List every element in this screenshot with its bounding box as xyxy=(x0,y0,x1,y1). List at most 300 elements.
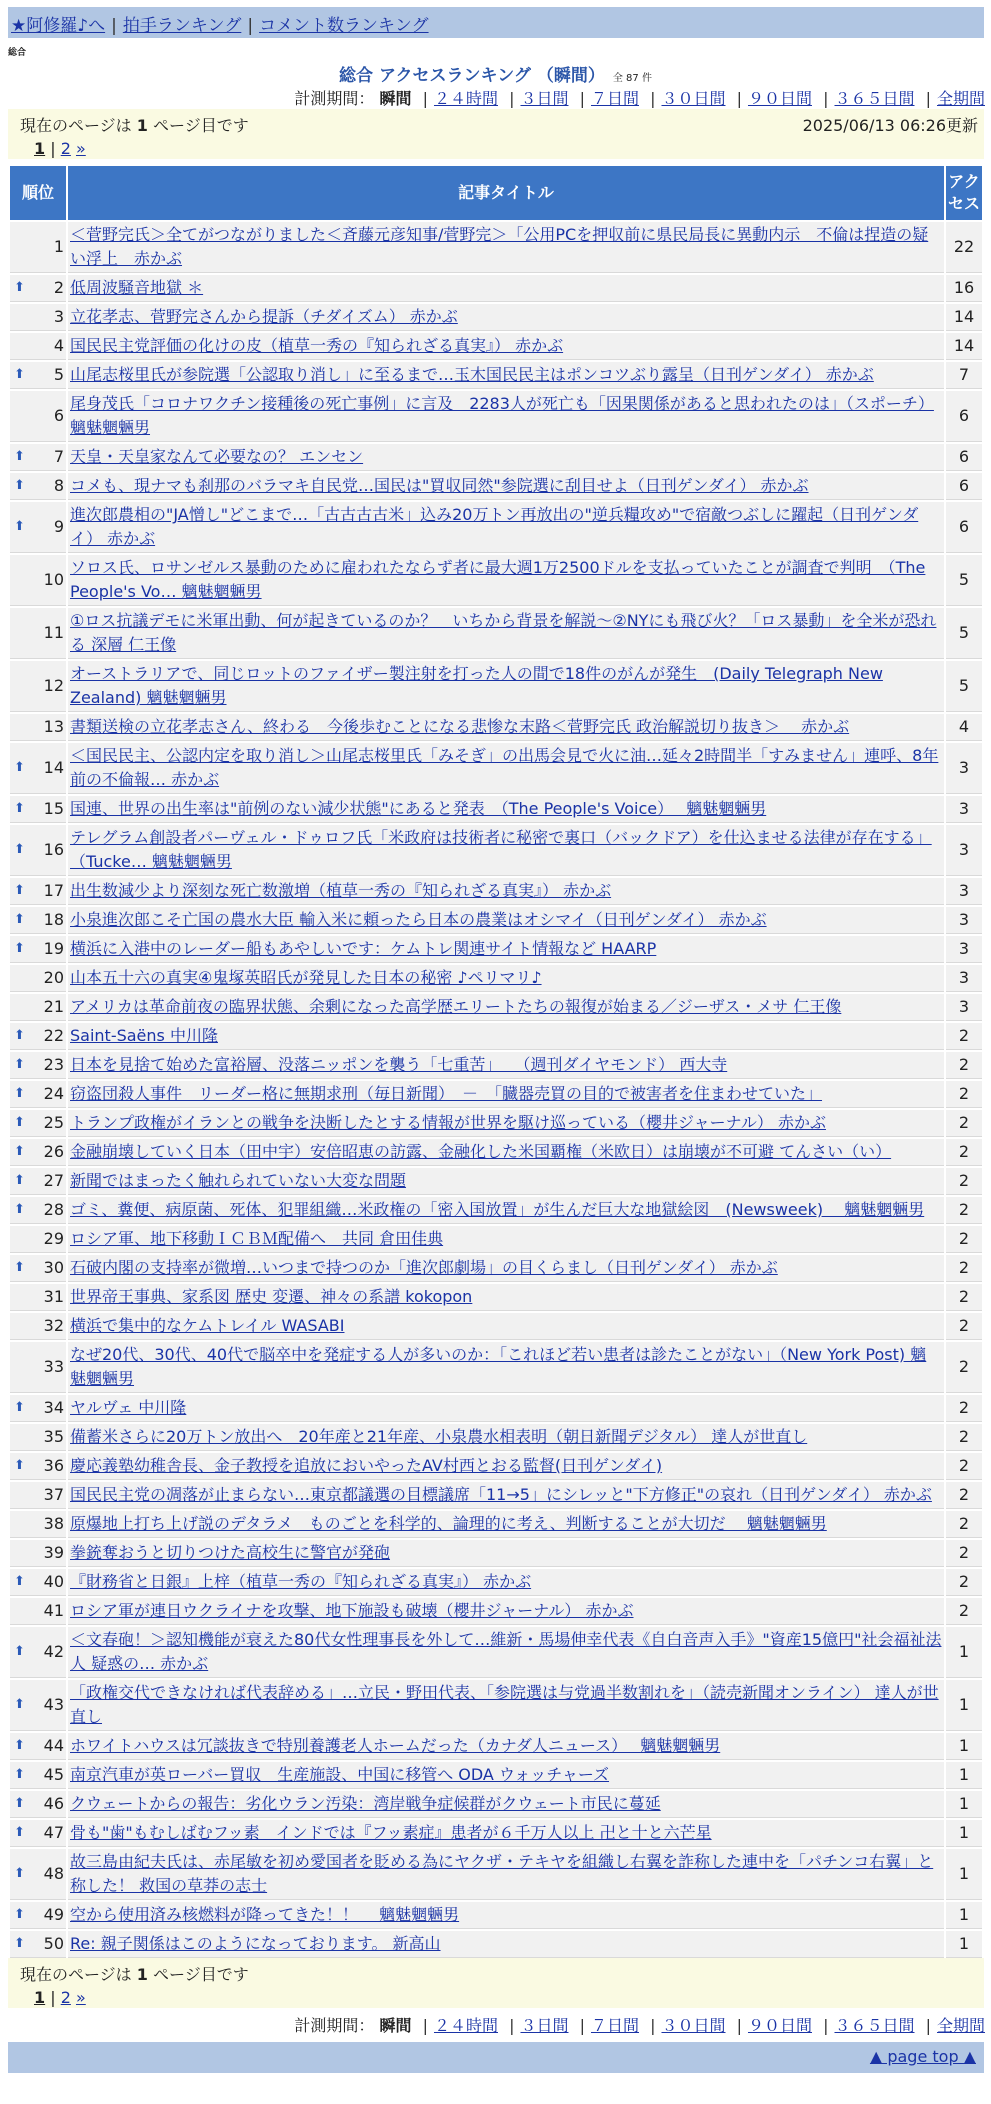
title-cell xyxy=(68,994,944,1021)
access-count: 2 xyxy=(946,1255,982,1282)
period-90d[interactable]: ９０日間 xyxy=(747,89,812,108)
access-count: 3 xyxy=(946,907,982,934)
rank-number: 5 xyxy=(53,365,64,384)
period-7d[interactable]: ７日間 xyxy=(590,2016,639,2035)
rank-number: 20 xyxy=(43,968,64,987)
rank-number: 2 xyxy=(53,278,64,297)
rank-number: 21 xyxy=(43,997,64,1016)
table-row xyxy=(10,1052,982,1079)
access-count: 3 xyxy=(946,994,982,1021)
article-link[interactable]: なぜ20代、30代、40代で脳卒中を発症する人が多いのか：「これほど若い患者は診たことがない」（New York Post) 魑魅魍魎男 xyxy=(70,1345,927,1388)
rank-number: 18 xyxy=(43,910,64,929)
article-link[interactable]: 横浜に入港中のレーダー船もあやしいです：ケムトレ関連サイト情報など HAARP xyxy=(70,939,657,958)
access-count: 2 xyxy=(946,1081,982,1108)
table-row xyxy=(10,1482,982,1509)
period-7d[interactable]: ７日間 xyxy=(590,89,639,108)
article-link[interactable]: 横浜で集中的なケムトレイル WASABI xyxy=(70,1316,345,1335)
access-count: 1 xyxy=(946,1820,982,1847)
rank-cell xyxy=(10,825,66,876)
col-rank: 順位 xyxy=(10,166,66,220)
article-link[interactable]: アメリカは革命前夜の臨界状態、余剰になった高学歴エリートたちの報復が始まる／ジーザス・メサ 仁王像 xyxy=(70,997,842,1016)
access-count: 22 xyxy=(946,222,982,273)
title-cell xyxy=(68,1733,944,1760)
title-cell xyxy=(68,714,944,741)
table-row xyxy=(10,1197,982,1224)
period-365d[interactable]: ３６５日間 xyxy=(834,89,915,108)
arrow-up-icon: ⬆ xyxy=(14,1115,25,1130)
period-3d[interactable]: ３日間 xyxy=(520,2016,569,2035)
pager-page-2[interactable]: 2 xyxy=(60,1988,71,2007)
rank-cell xyxy=(10,1627,66,1678)
rank-cell xyxy=(10,1395,66,1422)
period-30d[interactable]: ３０日間 xyxy=(661,2016,726,2035)
rank-number: 10 xyxy=(43,570,64,589)
access-count: 2 xyxy=(946,1540,982,1567)
title-cell xyxy=(68,222,944,273)
title-cell xyxy=(68,1023,944,1050)
rank-cell xyxy=(10,362,66,389)
period-all[interactable]: 全期間 xyxy=(936,89,985,108)
page-info-top xyxy=(8,109,984,159)
rank-cell xyxy=(10,1052,66,1079)
table-row xyxy=(10,1540,982,1567)
arrow-up-icon: ⬆ xyxy=(14,1697,25,1712)
table-row xyxy=(10,1849,982,1900)
article-link[interactable]: 進次郎農相の"JA憎し"どこまで…「古古古古米」込み20万トン再放出の"逆兵糧攻め"で宿敵つぶしに躍起（日刊ゲンダイ） 赤かぶ xyxy=(70,505,919,548)
table-row xyxy=(10,1139,982,1166)
table-row xyxy=(10,222,982,273)
arrow-up-icon: ⬆ xyxy=(14,1173,25,1188)
ranking-title xyxy=(0,61,991,86)
rank-cell xyxy=(10,1820,66,1847)
rank-cell xyxy=(10,1139,66,1166)
article-link[interactable]: 「政権交代できなければ代表辞める」…立民・野田代表、「参院選は与党過半数割れを」（読売新聞オンライン） 達人が世直し xyxy=(70,1683,939,1726)
period-all[interactable]: 全期間 xyxy=(936,2016,985,2035)
article-link[interactable]: 慶応義塾幼稚舎長、金子教授を追放においやったAV村西とおる監督(日刊ゲンダイ) xyxy=(70,1456,663,1475)
period-24h[interactable]: ２４時間 xyxy=(433,2016,498,2035)
period-90d[interactable]: ９０日間 xyxy=(747,2016,812,2035)
rank-cell xyxy=(10,907,66,934)
table-row xyxy=(10,878,982,905)
pager-next[interactable]: » xyxy=(75,1988,86,2007)
article-link[interactable]: 金融崩壊していく日本（田中宇）安倍昭恵の訪露、金融化した米国覇権（米欧日）は崩壊が不可避 てんさい（い） xyxy=(70,1142,892,1161)
nav-separator: | xyxy=(247,16,254,36)
access-count: 5 xyxy=(946,661,982,712)
article-link[interactable]: 山尾志桜里氏が参院選「公認取り消し」に至るまで…玉木国民民主はポンコツぶり露呈（日刊ゲンダイ） 赤かぶ xyxy=(70,365,874,384)
access-count: 6 xyxy=(946,391,982,442)
title-cell xyxy=(68,444,944,471)
access-count: 1 xyxy=(946,1931,982,1958)
pager-next[interactable]: » xyxy=(75,139,86,158)
pager-page-2[interactable]: 2 xyxy=(60,139,71,158)
rank-number: 16 xyxy=(43,840,64,859)
rank-number: 4 xyxy=(53,336,64,355)
table-row xyxy=(10,1226,982,1253)
table-row xyxy=(10,1453,982,1480)
access-count: 5 xyxy=(946,555,982,606)
title-cell xyxy=(68,555,944,606)
rank-cell xyxy=(10,608,66,659)
rank-number: 34 xyxy=(43,1398,64,1417)
article-link[interactable]: 石破内閣の支持率が微増…いつまで持つのか「進次郎劇場」の目くらまし（日刊ゲンダイ） 赤かぶ xyxy=(70,1258,778,1277)
rank-cell xyxy=(10,1902,66,1929)
title-cell xyxy=(68,1902,944,1929)
pager-current: 1 xyxy=(34,139,46,158)
title-cell xyxy=(68,1680,944,1731)
rank-number: 31 xyxy=(43,1287,64,1306)
rank-cell xyxy=(10,1511,66,1538)
pager-current: 1 xyxy=(34,1988,46,2007)
table-row xyxy=(10,1424,982,1451)
access-count: 2 xyxy=(946,1168,982,1195)
access-count: 3 xyxy=(946,743,982,794)
arrow-up-icon: ⬆ xyxy=(14,912,25,927)
table-row xyxy=(10,1110,982,1137)
table-row xyxy=(10,304,982,331)
article-link[interactable]: 尾身茂氏「コロナワクチン接種後の死亡事例」に言及 2283人が死亡も「因果関係があると思われたのは」（スポーチ） 魑魅魍魎男 xyxy=(70,394,934,437)
article-link[interactable]: 小泉進次郎こそ亡国の農水大臣 輸入米に頼ったら日本の農業はオシマイ（日刊ゲンダイ） 赤かぶ xyxy=(70,910,767,929)
pager: 1 | 2 » xyxy=(34,139,86,158)
article-link[interactable]: ソロス氏、ロサンゼルス暴動のために雇われたならず者に最大週1万2500ドルを支払っていたことが調査で判明 （The People's Vo… 魑魅魍魎男 xyxy=(70,558,926,601)
period-365d[interactable]: ３６５日間 xyxy=(834,2016,915,2035)
pager: 1 | 2 » xyxy=(34,1988,86,2007)
rank-cell xyxy=(10,1482,66,1509)
period-selector-bottom: 計測期間： 瞬間 | ２４時間 | ３日間 | ７日間 | ３０日間 | ９０日間 | ３６５日間 | 全期間 xyxy=(294,2016,985,2035)
rank-cell xyxy=(10,444,66,471)
rank-number: 30 xyxy=(43,1258,64,1277)
title-cell xyxy=(68,1081,944,1108)
title-cell xyxy=(68,936,944,963)
rank-cell xyxy=(10,1424,66,1451)
arrow-up-icon: ⬆ xyxy=(14,1260,25,1275)
nav-separator: | xyxy=(111,16,117,36)
article-link[interactable]: 出生数減少より深刻な死亡数激増（植草一秀の『知られざる真実』） 赤かぶ xyxy=(70,881,612,900)
title-cell xyxy=(68,1110,944,1137)
access-count: 2 xyxy=(946,1197,982,1224)
article-link[interactable]: 低周波騒音地獄 ＊ xyxy=(70,278,204,297)
access-count: 6 xyxy=(946,473,982,500)
rank-number: 6 xyxy=(53,406,64,425)
table-row xyxy=(10,608,982,659)
rank-cell xyxy=(10,1081,66,1108)
period-24h[interactable]: ２４時間 xyxy=(433,89,498,108)
article-link[interactable]: 天皇・天皇家なんて必要なの？ エンセン xyxy=(70,447,364,466)
title-cell xyxy=(68,1762,944,1789)
rank-number: 17 xyxy=(43,881,64,900)
access-count: 2 xyxy=(946,1598,982,1625)
title-cell xyxy=(68,1791,944,1818)
rank-cell xyxy=(10,1023,66,1050)
rank-cell xyxy=(10,555,66,606)
title-cell xyxy=(68,661,944,712)
article-link[interactable]: ヤルヴェ 中川隆 xyxy=(70,1398,187,1417)
access-count: 2 xyxy=(946,1284,982,1311)
table-row xyxy=(10,275,982,302)
article-link[interactable]: コメも、現ナマも刹那のバラマキ自民党…国民は"買収同然"参院選に刮目せよ（日刊ゲンダイ） 赤かぶ xyxy=(70,476,809,495)
rank-number: 42 xyxy=(43,1642,64,1661)
period-3d[interactable]: ３日間 xyxy=(520,89,569,108)
rank-number: 19 xyxy=(43,939,64,958)
arrow-up-icon: ⬆ xyxy=(14,1458,25,1473)
rank-number: 11 xyxy=(43,623,64,642)
table-row xyxy=(10,473,982,500)
rank-number: 24 xyxy=(43,1084,64,1103)
access-count: 2 xyxy=(946,1569,982,1596)
title-cell xyxy=(68,608,944,659)
table-row xyxy=(10,1902,982,1929)
table-row xyxy=(10,1931,982,1958)
rank-number: 45 xyxy=(43,1765,64,1784)
title-cell xyxy=(68,333,944,360)
table-row xyxy=(10,1395,982,1422)
arrow-up-icon: ⬆ xyxy=(14,519,25,534)
arrow-up-icon: ⬆ xyxy=(14,1936,25,1951)
access-count: 1 xyxy=(946,1680,982,1731)
table-row xyxy=(10,1342,982,1393)
period-30d[interactable]: ３０日間 xyxy=(661,89,726,108)
article-link[interactable]: クウェートからの報告：劣化ウラン汚染：湾岸戦争症候群がクウェート市民に蔓延 xyxy=(70,1794,661,1813)
table-row xyxy=(10,965,982,992)
title-cell xyxy=(68,1540,944,1567)
table-row xyxy=(10,1081,982,1108)
rank-number: 50 xyxy=(43,1934,64,1953)
col-title: 記事タイトル xyxy=(68,166,944,220)
table-row xyxy=(10,1255,982,1282)
arrow-up-icon: ⬆ xyxy=(14,883,25,898)
table-row xyxy=(10,1820,982,1847)
access-count: 16 xyxy=(946,275,982,302)
period-current: 瞬間 xyxy=(379,89,412,108)
table-row xyxy=(10,994,982,1021)
arrow-up-icon: ⬆ xyxy=(14,1866,25,1881)
article-link[interactable]: 窃盗団殺人事件 リーダー格に無期求刑（毎日新聞） － 「臓器売買の目的で被害者を住まわせていた」 xyxy=(70,1084,823,1103)
title-cell xyxy=(68,1052,944,1079)
article-link[interactable]: Re: 親子関係はこのようになっております。 新高山 xyxy=(70,1934,441,1953)
arrow-up-icon: ⬆ xyxy=(14,1825,25,1840)
table-row xyxy=(10,1598,982,1625)
arrow-up-icon: ⬆ xyxy=(14,1144,25,1159)
rank-number: 29 xyxy=(43,1229,64,1248)
rank-number: 26 xyxy=(43,1142,64,1161)
access-count: 3 xyxy=(946,965,982,992)
rank-cell xyxy=(10,936,66,963)
arrow-up-icon: ⬆ xyxy=(14,1057,25,1072)
title-cell xyxy=(68,1598,944,1625)
table-row xyxy=(10,825,982,876)
page-top-link[interactable]: ▲ page top ▲ xyxy=(869,2047,976,2066)
title-cell xyxy=(68,1511,944,1538)
access-count: 7 xyxy=(946,362,982,389)
arrow-up-icon: ⬆ xyxy=(14,1738,25,1753)
article-link[interactable]: 新聞ではまったく触れられていない大変な問題 xyxy=(70,1171,407,1190)
access-count: 3 xyxy=(946,825,982,876)
article-link[interactable]: ロシア軍、地下移動ＩＣＢＭ配備へ 共同 倉田佳典 xyxy=(70,1229,444,1248)
article-link[interactable]: 『財務省と日銀』上梓（植草一秀の『知られざる真実』） 赤かぶ xyxy=(70,1572,532,1591)
article-link[interactable]: ＜菅野完氏＞全てがつながりました＜斉藤元彦知事/菅野完＞「公用PCを押収前に県民局長に異動内示 不倫は捏造の疑い浮上 赤かぶ xyxy=(70,225,929,268)
article-link[interactable]: オーストラリアで、同じロットのファイザー製注射を打った人の間で18件のがんが発生 (Daily Telegraph New Zealand) 魑魅魍魎男 xyxy=(70,664,883,707)
rank-cell xyxy=(10,1569,66,1596)
rank-cell xyxy=(10,743,66,794)
arrow-up-icon: ⬆ xyxy=(14,1907,25,1922)
title-cell xyxy=(68,1931,944,1958)
access-count: 3 xyxy=(946,796,982,823)
rank-cell xyxy=(10,1762,66,1789)
article-link[interactable]: 国連、世界の出生率は"前例のない減少状態"にあると発表 （The People's Voice） 魑魅魍魎男 xyxy=(70,799,767,818)
arrow-up-icon: ⬆ xyxy=(14,367,25,382)
period-current: 瞬間 xyxy=(379,2016,412,2035)
rank-cell xyxy=(10,1342,66,1393)
access-count: 5 xyxy=(946,608,982,659)
article-link[interactable]: 故三島由紀夫氏は、赤尾敏を初め愛国者を貶める為にヤクザ・テキヤを組織し右翼を詐称した連中を「パチンコ右翼」と称した！ 救国の草莽の志士 xyxy=(70,1852,934,1895)
table-row xyxy=(10,1627,982,1678)
article-link[interactable]: 骨も"歯"もむしばむフッ素 インドでは『フッ素症』患者が６千万人以上 卍と十と六芒星 xyxy=(70,1823,712,1842)
title-cell xyxy=(68,502,944,553)
rank-cell xyxy=(10,1931,66,1958)
arrow-up-icon: ⬆ xyxy=(14,760,25,775)
title-cell xyxy=(68,362,944,389)
arrow-up-icon: ⬆ xyxy=(14,1400,25,1415)
rank-cell xyxy=(10,391,66,442)
top-nav-bar xyxy=(8,7,984,38)
table-row xyxy=(10,1511,982,1538)
arrow-up-icon: ⬆ xyxy=(14,449,25,464)
rank-cell xyxy=(10,1313,66,1340)
title-cell xyxy=(68,1342,944,1393)
article-link[interactable]: ①ロス抗議デモに米軍出動、何が起きているのか？ いちから背景を解説～②NYにも飛び火？「ロス暴動」を全米が恐れる 深層 仁王像 xyxy=(70,611,937,654)
rank-cell xyxy=(10,333,66,360)
article-link[interactable]: 日本を見捨て始めた富裕層、没落ニッポンを襲う「七重苦」 （週刊ダイヤモンド） 西大寺 xyxy=(70,1055,728,1074)
ranking-title-text: 総合 アクセスランキング （瞬間） xyxy=(339,66,605,86)
table-row xyxy=(10,391,982,442)
access-count: 2 xyxy=(946,1023,982,1050)
title-cell xyxy=(68,1313,944,1340)
rank-number: 35 xyxy=(43,1427,64,1446)
article-link[interactable]: 国民民主党の凋落が止まらない…東京都議選の目標議席「11→5」にシレッと"下方修正"の哀れ（日刊ゲンダイ） 赤かぶ xyxy=(70,1485,932,1504)
article-link[interactable]: ＜国民民主、公認内定を取り消し＞山尾志桜里氏「みそぎ」の出馬会見で火に油…延々2時間半「すみません」連呼、8年前の不倫報… 赤かぶ xyxy=(70,746,939,789)
rank-number: 22 xyxy=(43,1026,64,1045)
period-label: 計測期間： xyxy=(294,89,375,108)
title-cell xyxy=(68,1424,944,1451)
rank-cell xyxy=(10,796,66,823)
rank-number: 28 xyxy=(43,1200,64,1219)
title-cell xyxy=(68,1139,944,1166)
rank-number: 49 xyxy=(43,1905,64,1924)
title-cell xyxy=(68,1255,944,1282)
rank-cell xyxy=(10,1110,66,1137)
title-cell xyxy=(68,1395,944,1422)
article-link[interactable]: 国民民主党評価の化けの皮（植草一秀の『知られざる真実』） 赤かぶ xyxy=(70,336,564,355)
access-count: 1 xyxy=(946,1733,982,1760)
rank-cell xyxy=(10,1453,66,1480)
home-link[interactable]: ★阿修羅♪へ xyxy=(11,16,106,36)
table-row xyxy=(10,362,982,389)
article-link[interactable]: ゴミ、糞便、病原菌、死体、犯罪組織…米政権の「密入国放置」が生んだ巨大な地獄絵図 (Newsweek) 魑魅魍魎男 xyxy=(70,1200,925,1219)
article-link[interactable]: 世界帝王事典、家系図 歴史 変遷、神々の系譜 kokopon xyxy=(70,1287,473,1306)
article-link[interactable]: 書類送検の立花孝志さん、終わる 今後歩むことになる悲惨な末路＜菅野完氏 政治解説切り抜き＞ 赤かぶ xyxy=(70,717,850,736)
access-count: 1 xyxy=(946,1627,982,1678)
table-row xyxy=(10,555,982,606)
updated-time: 2025/06/13 06:26更新 xyxy=(802,116,978,135)
article-link[interactable]: 原爆地上打ち上げ説のデタラメ ものごとを科学的、論理的に考え、判断することが大切だ 魑魅魍魎男 xyxy=(70,1514,827,1533)
article-link[interactable]: 南京汽車が英ローバー買収 生産施設、中国に移管へ ODA ウォッチャーズ xyxy=(70,1765,610,1784)
rank-cell xyxy=(10,878,66,905)
table-row xyxy=(10,1284,982,1311)
title-cell xyxy=(68,878,944,905)
rank-number: 9 xyxy=(53,517,64,536)
arrow-up-icon: ⬆ xyxy=(14,1644,25,1659)
rank-cell xyxy=(10,1284,66,1311)
table-row xyxy=(10,1023,982,1050)
article-link[interactable]: 山本五十六の真実④鬼塚英昭氏が発見した日本の秘密 ♪ペリマリ♪ xyxy=(70,968,542,987)
table-row xyxy=(10,1733,982,1760)
rank-number: 23 xyxy=(43,1055,64,1074)
article-link[interactable]: ＜文春砲！＞認知機能が衰えた80代女性理事長を外して…維新・馬場伸幸代表《自白音声入手》"資産15億円"社会福祉法人 疑惑の… 赤かぶ xyxy=(70,1630,942,1673)
article-link[interactable]: Saint-Saëns 中川隆 xyxy=(70,1026,218,1045)
table-row xyxy=(10,1680,982,1731)
page-info-text: 現在のページは 1 ページ目です xyxy=(20,1965,249,1984)
rank-number: 25 xyxy=(43,1113,64,1132)
arrow-up-icon: ⬆ xyxy=(14,1767,25,1782)
access-count: 6 xyxy=(946,444,982,471)
total-count: 全 87 件 xyxy=(612,73,652,84)
rank-cell xyxy=(10,1791,66,1818)
article-link[interactable]: 備蓄米さらに20万トン放出へ 20年産と21年産、小泉農水相表明（朝日新聞デジタル） 達人が世直し xyxy=(70,1427,808,1446)
title-cell xyxy=(68,1482,944,1509)
rank-cell xyxy=(10,1255,66,1282)
rank-number: 40 xyxy=(43,1572,64,1591)
access-count: 2 xyxy=(946,1139,982,1166)
rank-cell xyxy=(10,473,66,500)
table-row xyxy=(10,1791,982,1818)
rank-number: 38 xyxy=(43,1514,64,1533)
arrow-up-icon: ⬆ xyxy=(14,941,25,956)
arrow-up-icon: ⬆ xyxy=(14,1028,25,1043)
rank-number: 36 xyxy=(43,1456,64,1475)
rank-number: 46 xyxy=(43,1794,64,1813)
table-row xyxy=(10,743,982,794)
ranking-table xyxy=(8,164,984,1960)
rank-cell xyxy=(10,1733,66,1760)
arrow-up-icon: ⬆ xyxy=(14,1086,25,1101)
title-cell xyxy=(68,304,944,331)
rank-number: 12 xyxy=(43,676,64,695)
rank-number: 14 xyxy=(43,758,64,777)
article-link[interactable]: ロシア軍が連日ウクライナを攻撃、地下施設も破壊（櫻井ジャーナル） 赤かぶ xyxy=(70,1601,634,1620)
article-link[interactable]: トランプ政権がイランとの戦争を決断したとする情報が世界を駆け巡っている（櫻井ジャーナル） 赤かぶ xyxy=(70,1113,826,1132)
article-link[interactable]: ホワイトハウスは冗談抜きで特別養護老人ホームだった（カナダ人ニュース） 魑魅魍魎男 xyxy=(70,1736,721,1755)
rank-number: 32 xyxy=(43,1316,64,1335)
comment-ranking-link[interactable]: コメント数ランキング xyxy=(259,16,429,36)
article-link[interactable]: 拳銃奪おうと切りつけた高校生に警官が発砲 xyxy=(70,1543,391,1562)
article-link[interactable]: テレグラム創設者パーヴェル・ドゥロフ氏「米政府は技術者に秘密で裏口（バックドア）を仕込ませる法律が存在する」（Tucke… 魑魅魍魎男 xyxy=(70,828,932,871)
arrow-up-icon: ⬆ xyxy=(14,842,25,857)
arrow-up-icon: ⬆ xyxy=(14,1202,25,1217)
rank-cell xyxy=(10,222,66,273)
title-cell xyxy=(68,1168,944,1195)
applause-ranking-link[interactable]: 拍手ランキング xyxy=(122,16,242,36)
access-count: 2 xyxy=(946,1313,982,1340)
rank-number: 3 xyxy=(53,307,64,326)
category-label: 総合 xyxy=(8,48,27,58)
access-count: 14 xyxy=(946,333,982,360)
access-count: 6 xyxy=(946,502,982,553)
table-row xyxy=(10,1569,982,1596)
article-link[interactable]: 空から使用済み核燃料が降ってきた！！ 魑魅魍魎男 xyxy=(70,1905,460,1924)
access-count: 2 xyxy=(946,1395,982,1422)
article-link[interactable]: 立花孝志、菅野完さんから提訴（チダイズム） 赤かぶ xyxy=(70,307,458,326)
period-selector-top: 計測期間： 瞬間 | ２４時間 | ３日間 | ７日間 | ３０日間 | ９０日間 | ３６５日間 | 全期間 xyxy=(294,89,985,108)
access-count: 1 xyxy=(946,1791,982,1818)
